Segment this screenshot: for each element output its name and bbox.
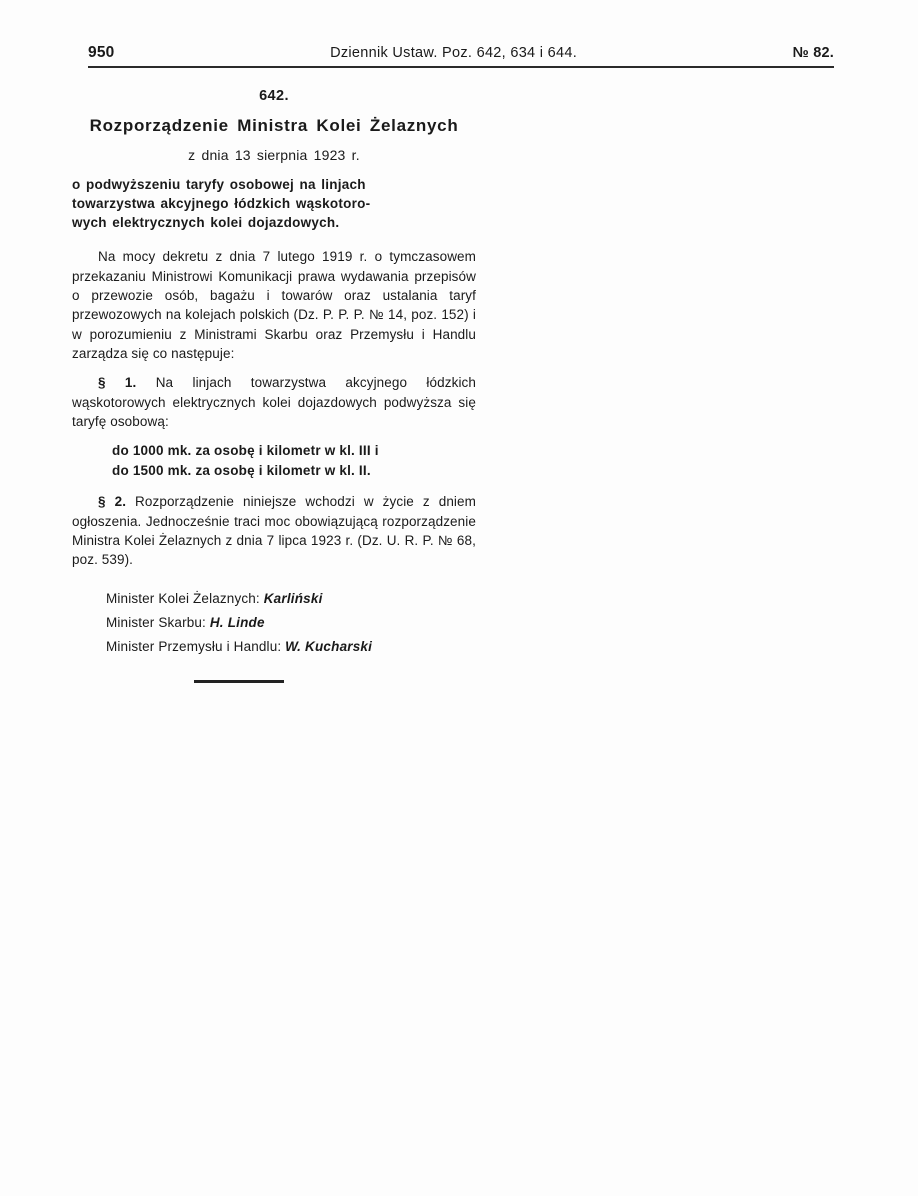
act-preamble: Na mocy dekretu z dnia 7 lutego 1919 r. o tymczasowem przekazaniu Ministrowi Komunikacji prawa wydawania przepisów o przewozie osób, bagażu i towarów oraz ustalania taryf przewozowych na kolejach polskich (Dz. P. P. P. № 14, poz. 152) i w porozumieniu z Ministrami Skarbu oraz Przemysłu i Handlu zarządza się co następuje:	[72, 249, 476, 361]
act-paragraph-2	[72, 492, 476, 569]
signature-office: Minister Kolei Żelaznych:	[106, 591, 260, 607]
paragraph-2-marker: § 2.	[98, 494, 127, 510]
signature-name: Karliński	[263, 591, 323, 607]
running-head-title: Dziennik Ustaw. Poz. 642, 634 i 644.	[330, 45, 578, 61]
act-date: z dnia 13 sierpnia 1923 r.	[188, 147, 360, 163]
act-subject	[72, 175, 476, 232]
paragraph-1-text: Na linjach towarzystwa akcyjnego łódzkich wąskotorowych elektrycznych kolei dojazdowych podwyższa się taryfę osobową:	[72, 375, 477, 429]
signature-name: W. Kucharski	[285, 638, 373, 654]
act-subject-line-2: towarzystwa akcyjnego łódzkich wąskotoro-	[72, 196, 371, 212]
signature-office: Minister Skarbu:	[106, 615, 206, 631]
signature-block	[72, 587, 476, 658]
signature-line	[106, 587, 476, 611]
act-paragraph-1	[72, 373, 476, 431]
paragraph-1-marker: § 1.	[98, 375, 137, 391]
header-divider	[88, 66, 834, 68]
signature-line	[106, 635, 476, 659]
act-number: 642.	[259, 88, 289, 104]
tariff-rates	[72, 441, 476, 480]
issue-number: № 82.	[792, 45, 834, 61]
act-title: Rozporządzenie Ministra Kolei Żelaznych	[89, 116, 459, 135]
act-subject-line-3: wych elektrycznych kolei dojazdowych.	[72, 215, 340, 231]
paragraph-2-text: Rozporządzenie niniejsze wchodzi w życie z dniem ogłoszenia. Jednocześnie traci moc obowiązującą rozporządzenie Ministra Kolei Żelaznych z dnia 7 lipca 1923 r. (Dz. U. R. P. № 68, poz. 539).	[72, 494, 476, 568]
running-head	[88, 44, 834, 62]
tariff-line-2: do 1500 mk. za osobę i kilometr w kl. II.	[112, 462, 371, 478]
article-column	[72, 88, 476, 683]
act-subject-line-1: o podwyższeniu taryfy osobowej na linjach	[72, 177, 366, 192]
section-end-rule	[194, 680, 284, 683]
tariff-line-1: do 1000 mk. za osobę i kilometr w kl. III i	[112, 443, 379, 459]
signature-line	[106, 611, 476, 635]
signature-name: H. Linde	[209, 615, 265, 631]
page-number: 950	[88, 44, 115, 61]
signature-office: Minister Przemysłu i Handlu:	[106, 638, 282, 654]
